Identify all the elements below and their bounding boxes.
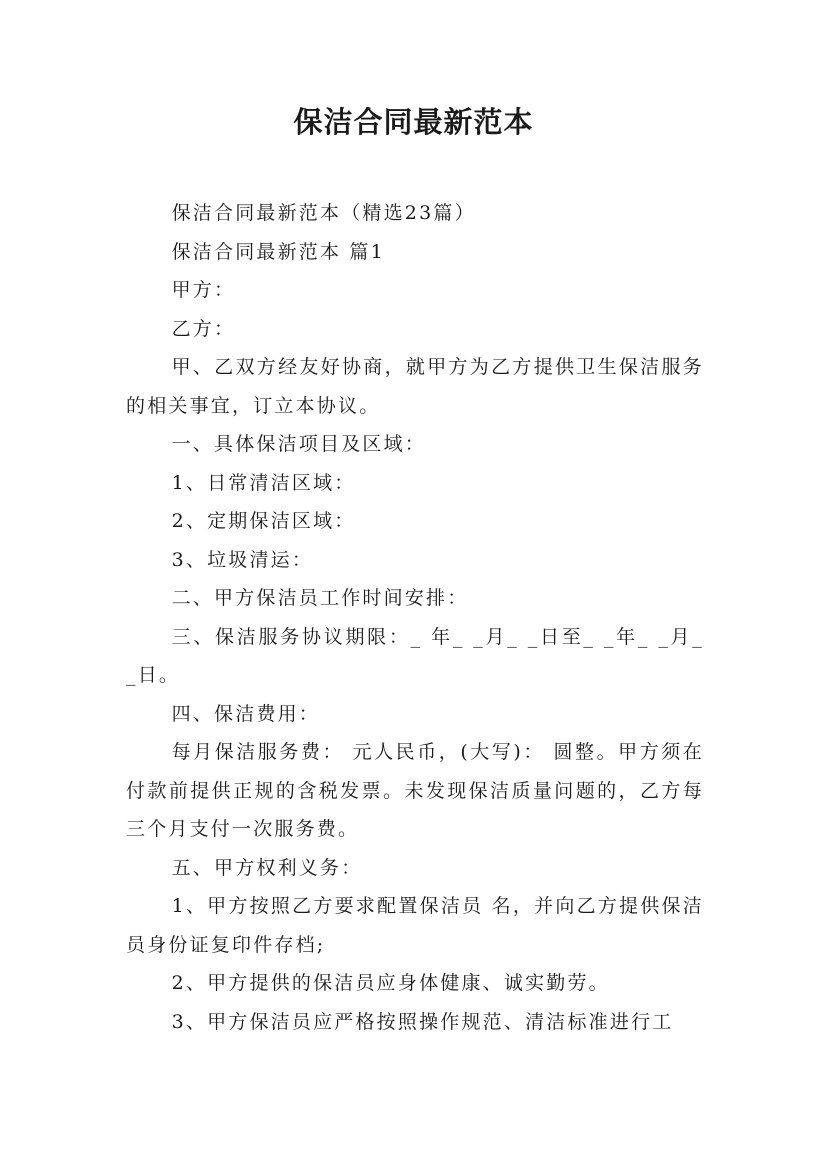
paragraph: 保洁合同最新范本 篇1 [171,240,385,263]
document-body [126,194,704,1041]
paragraph: 2、定期保洁区域： [171,510,356,532]
paragraph: 保洁合同最新范本（精选23篇） [171,202,476,224]
paragraph: 乙方： [171,317,236,340]
paragraph: 1、日常清洁区域： [171,471,356,494]
paragraph: 三、保洁服务协议期限：_ 年_ _月_ _日至_ _年_ _月_ _日。 [126,625,704,686]
paragraph: 一、具体保洁项目及区域： [171,433,426,455]
paragraph: 甲、乙双方经友好协商，就甲方为乙方提供卫生保洁服务的相关事宜，订立本协议。 [126,356,704,417]
paragraph: 四、保洁费用： [171,702,320,725]
paragraph: 二、甲方保洁员工作时间安排： [171,587,469,609]
paragraph: 3、甲方保洁员应严格按照操作规范、清洁标准进行工 [171,1010,674,1033]
paragraph: 1、甲方按照乙方要求配置保洁员 名，并向乙方提供保洁员身份证复印件存档; [126,895,704,956]
paragraph: 甲方： [171,279,236,301]
paragraph: 每月保洁服务费： 元人民币，(大写)： 圆整。甲方须在付款前提供正规的含税发票。未发现保洁质量问题的，乙方每三个月支付一次服务费。 [126,741,704,840]
paragraph: 五、甲方权利义务： [171,856,363,879]
paragraph: 3、垃圾清运： [171,548,314,571]
document-title: 保洁合同最新范本 [293,105,534,139]
paragraph: 2、甲方提供的保洁员应身体健康、诚实勤劳。 [171,972,610,994]
